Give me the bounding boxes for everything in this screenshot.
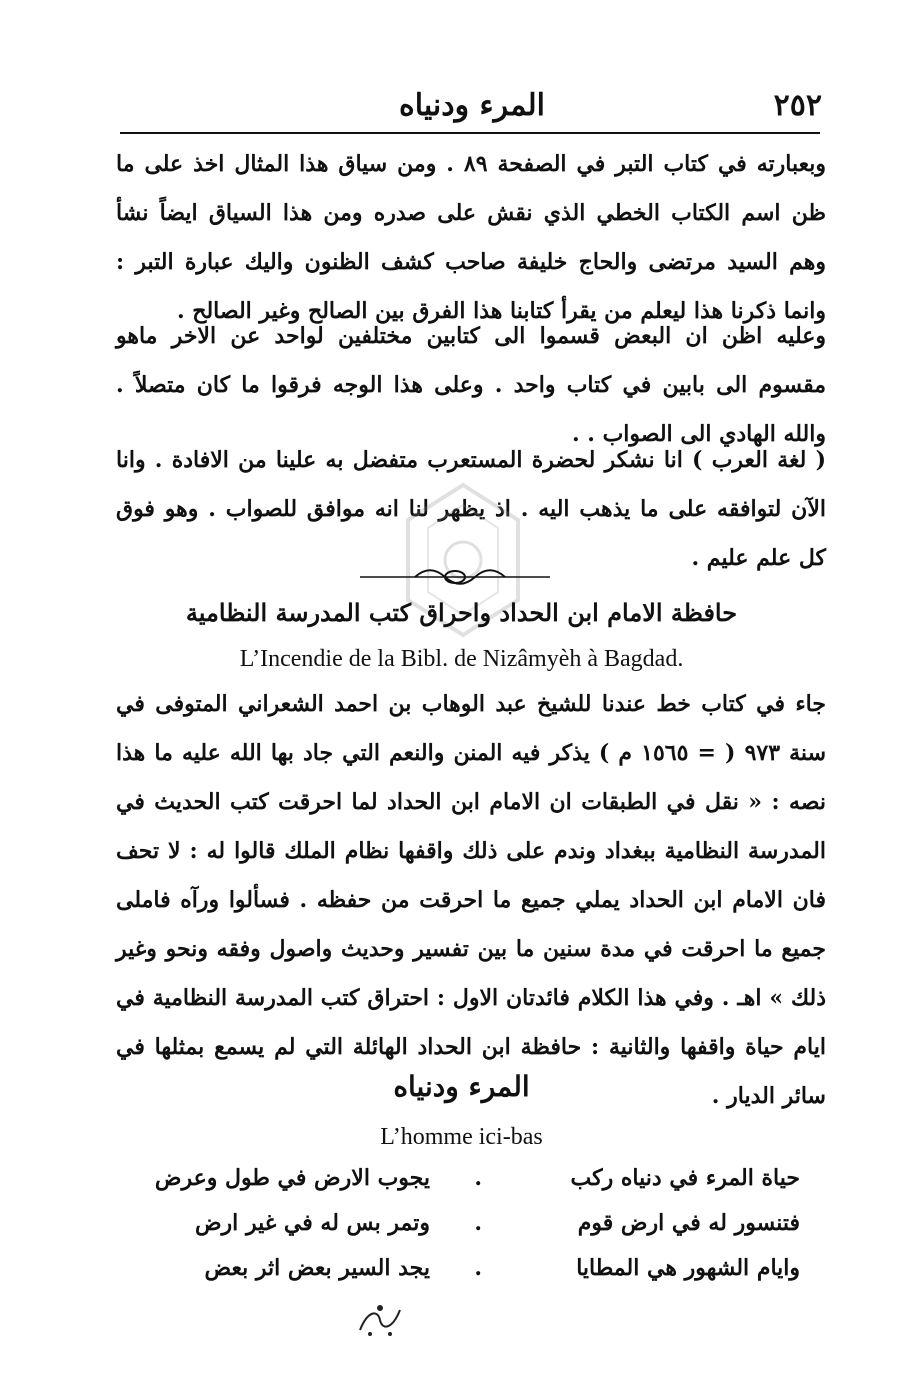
running-title: المرء ودنياه <box>398 88 546 123</box>
poem-title-french: L’homme ici-bas <box>380 1124 543 1150</box>
paragraph-1: وبعبارته في كتاب التبر في الصفحة ٨٩ . ومن سياق هذا المثال اخذ على ما ظن اسم الكتاب الخطي الذي نقش على صدره ومن هذا السياق ايضاً نشأ وهم السيد مرتضى والحاج خليفة صاحب كشف الظنون واليك عبارة التبر : وانما ذكرنا هذا ليعلم من يقرأ كتابنا هذا الفرق بين الصالح وغير الصالح . <box>116 151 826 324</box>
verse-second-hemistich: يجد السير بعض اثر بعض <box>204 1255 430 1281</box>
verse-first-hemistich: فتنسور له في ارض قوم <box>577 1210 800 1236</box>
header-rule <box>120 132 820 134</box>
verse-second-hemistich: يجوب الارض في طول وعرض <box>154 1165 430 1191</box>
verse-first-hemistich: وايام الشهور هي المطايا <box>576 1255 800 1281</box>
page-number: ٢٥٢ <box>773 88 822 123</box>
section-title-arabic: حافظة الامام ابن الحداد واحراق كتب المدرسة النظامية <box>185 598 738 627</box>
poem-title-arabic: المرء ودنياه <box>393 1070 530 1103</box>
verse-first-hemistich: حياة المرء في دنياه ركب <box>570 1165 800 1191</box>
paragraph-4: جاء في كتاب خط عندنا للشيخ عبد الوهاب بن احمد الشعراني المتوفى في سنة ٩٧٣ ( = ١٥٦٥ م ) يذكر فيه المنن والنعم التي جاد بها الله عليه ما هذا نصه : « نقل في الطبقات ان الامام ابن الحداد لما احرقت كتب الحديث في المدرسة النظامية ببغداد وندم على ذلك واقفها نظام الملك قالوا له : لا تحف فان الامام ابن الحداد يملي جميع ما احرقت من حفظه . فسألوا ورآه فاملى جميع ما احرقت في مدة سنين ما بين تفسير وحديث واصول وفقه ونحو وغير ذلك » اهـ . وفي هذا الكلام فائدتان الاول : احتراق كتب المدرسة النظامية في ايام حياة واقفها والثانية : حافظة ابن الحداد الهائلة التي لم يسمع بمثلها في سائر الديار . <box>116 691 826 1109</box>
paragraph-3: ( لغة العرب ) انا نشكر لحضرة المستعرب متفضل به علينا من الافادة . وانا الآن لتوافقه على ما يذهب اليه . اذ يظهر لنا انه موافق للصواب . وهو فوق كل علم عليم . <box>116 447 826 571</box>
paragraph-2: وعليه اظن ان البعض قسموا الى كتابين مختلفين لواحد عن الاخر ماهو مقسوم الى بابين في كتاب واحد . وعلى هذا الوجه فرقوا ما كان متصلاً . والله الهادي الى الصواب . . <box>116 323 826 447</box>
poem-verse <box>140 1210 800 1254</box>
verse-separator: . <box>474 1165 482 1191</box>
verse-separator: . <box>474 1210 482 1236</box>
page-header <box>122 88 822 128</box>
poem-verse <box>140 1255 800 1299</box>
ornament-divider-icon <box>355 566 555 588</box>
verse-second-hemistich: وتمر بس له في غير ارض <box>194 1210 430 1236</box>
footer-ornament-icon <box>350 1300 410 1340</box>
section-title-french: L’Incendie de la Bibl. de Nizâmyèh à Bagdad. <box>239 646 684 672</box>
verse-separator: . <box>474 1255 482 1281</box>
poem-verse <box>140 1165 800 1209</box>
